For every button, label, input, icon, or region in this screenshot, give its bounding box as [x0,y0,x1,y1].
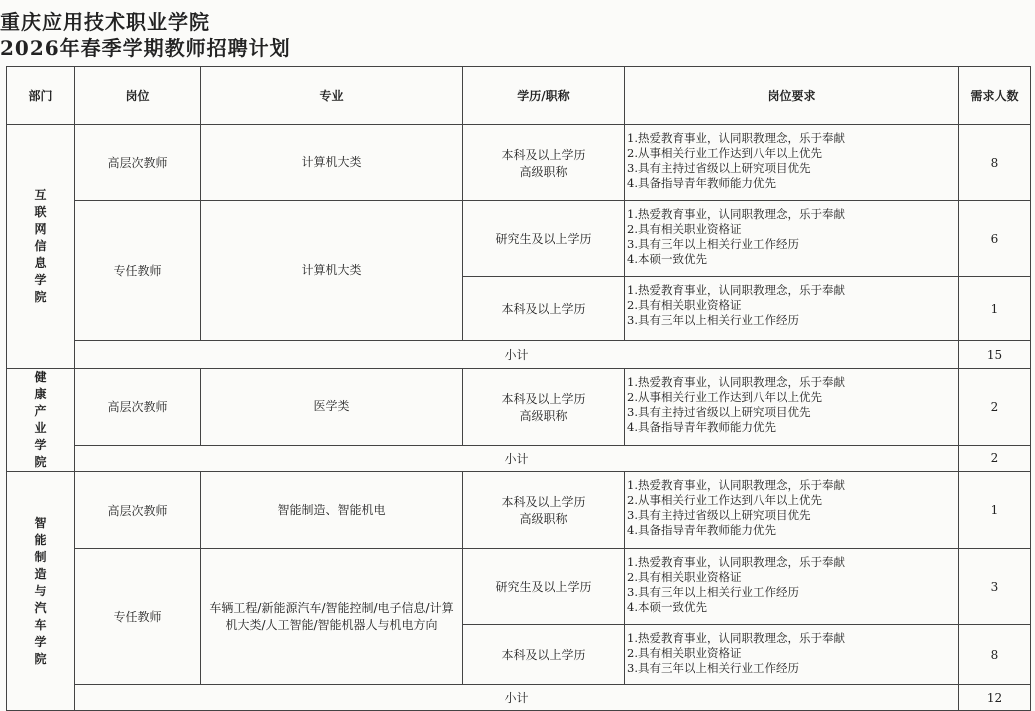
education-cell [463,625,625,685]
requirements-cell [625,549,959,625]
requirement-item: 4.本硕一致优先 [627,252,707,266]
education-line: 本科及以上学历 [501,391,586,406]
position-cell: 高层次教师 [75,472,201,549]
subtotal-label: 小计 [75,445,959,471]
major-cell: 智能制造、智能机电 [201,472,463,549]
requirement-item: 2.具有相关职业资格证 [627,222,742,236]
education-line: 本科及以上学历 [501,302,586,316]
requirement-item: 2.从事相关行业工作达到八年以上优先 [627,493,822,507]
recruitment-table [6,66,1031,711]
count-cell: 8 [959,125,1031,201]
major-cell: 车辆工程/新能源汽车/智能控制/电子信息/计算机大类/人工智能/智能机器人与机电方向 [201,549,463,685]
requirement-item: 1.热爱教育事业，认同职教理念，乐于奉献 [627,631,845,645]
subtotal-label: 小计 [75,685,959,711]
requirement-item: 1.热爱教育事业，认同职教理念，乐于奉献 [627,478,845,492]
requirement-item: 1.热爱教育事业，认同职教理念，乐于奉献 [627,131,845,145]
doc-subtitle: 2026年春季学期教师招聘计划 [0,36,291,60]
count-cell: 6 [959,201,1031,277]
subtotal-row [7,685,1031,711]
requirements-cell [625,472,959,549]
subtotal-value: 2 [959,445,1031,471]
position-cell: 专任教师 [75,201,201,341]
header-position: 岗位 [75,67,201,125]
table-row [7,201,1031,277]
table-header-row [7,67,1031,125]
subtotal-row [7,341,1031,369]
count-cell: 2 [959,369,1031,446]
requirement-item: 4.具备指导青年教师能力优先 [627,523,776,537]
requirement-item: 4.本硕一致优先 [627,600,707,614]
education-cell [463,277,625,341]
department-name: 互 联 网 信 息 学 院 [7,125,75,369]
subtotal-row [7,445,1031,471]
requirement-item: 3.具有三年以上相关行业工作经历 [627,585,799,599]
header-count: 需求人数 [959,67,1031,125]
title-line: 高级职称 [519,512,568,526]
requirements-cell [625,625,959,685]
education-line: 研究生及以上学历 [495,580,592,594]
subtotal-label: 小计 [75,341,959,369]
count-cell: 1 [959,277,1031,341]
requirement-item: 2.从事相关行业工作达到八年以上优先 [627,146,822,160]
department-name: 智 能 制 造 与 汽 车 学 院 [7,472,75,711]
education-cell [463,125,625,201]
table-row [7,125,1031,201]
requirement-item: 1.热爱教育事业，认同职教理念，乐于奉献 [627,207,845,221]
count-cell: 3 [959,549,1031,625]
requirement-item: 3.具有主持过省级以上研究项目优先 [627,405,811,419]
education-cell [463,369,625,446]
requirement-item: 3.具有三年以上相关行业工作经历 [627,661,799,675]
title-line: 高级职称 [519,408,568,423]
position-cell: 高层次教师 [75,125,201,201]
major-cell: 计算机大类 [201,125,463,201]
requirements-cell [625,125,959,201]
education-cell [463,472,625,549]
title-line: 高级职称 [519,164,568,179]
department-name: 健 康 产 业 学 院 [7,369,75,472]
requirement-item: 2.从事相关行业工作达到八年以上优先 [627,390,822,404]
subtotal-value: 15 [959,341,1031,369]
requirement-item: 3.具有三年以上相关行业工作经历 [627,313,799,327]
education-line: 本科及以上学历 [501,147,586,162]
requirements-cell [625,277,959,341]
major-cell: 计算机大类 [201,201,463,341]
header-education: 学历/职称 [463,67,625,125]
requirement-item: 1.热爱教育事业，认同职教理念，乐于奉献 [627,375,845,389]
doc-title: 重庆应用技术职业学院 [0,10,210,34]
education-line: 本科及以上学历 [501,648,586,662]
education-line: 研究生及以上学历 [495,232,592,246]
table-row [7,472,1031,549]
major-cell: 医学类 [201,369,463,446]
header-department: 部门 [7,67,75,125]
requirements-cell [625,369,959,446]
table-row [7,369,1031,446]
position-cell: 高层次教师 [75,369,201,446]
requirement-item: 2.具有相关职业资格证 [627,570,742,584]
education-cell [463,201,625,277]
requirement-item: 2.具有相关职业资格证 [627,646,742,660]
header-requirements: 岗位要求 [625,67,959,125]
count-cell: 8 [959,625,1031,685]
count-cell: 1 [959,472,1031,549]
requirement-item: 1.热爱教育事业，认同职教理念，乐于奉献 [627,555,845,569]
table-row [7,549,1031,625]
requirement-item: 4.具备指导青年教师能力优先 [627,420,776,434]
requirement-item: 3.具有主持过省级以上研究项目优先 [627,508,811,522]
header-major: 专业 [201,67,463,125]
education-cell [463,549,625,625]
requirement-item: 2.具有相关职业资格证 [627,298,742,312]
education-line: 本科及以上学历 [501,495,586,509]
position-cell: 专任教师 [75,549,201,685]
requirements-cell [625,201,959,277]
subtotal-value: 12 [959,685,1031,711]
requirement-item: 4.具备指导青年教师能力优先 [627,176,776,190]
requirement-item: 3.具有三年以上相关行业工作经历 [627,237,799,251]
requirement-item: 1.热爱教育事业，认同职教理念，乐于奉献 [627,283,845,297]
requirement-item: 3.具有主持过省级以上研究项目优先 [627,161,811,175]
